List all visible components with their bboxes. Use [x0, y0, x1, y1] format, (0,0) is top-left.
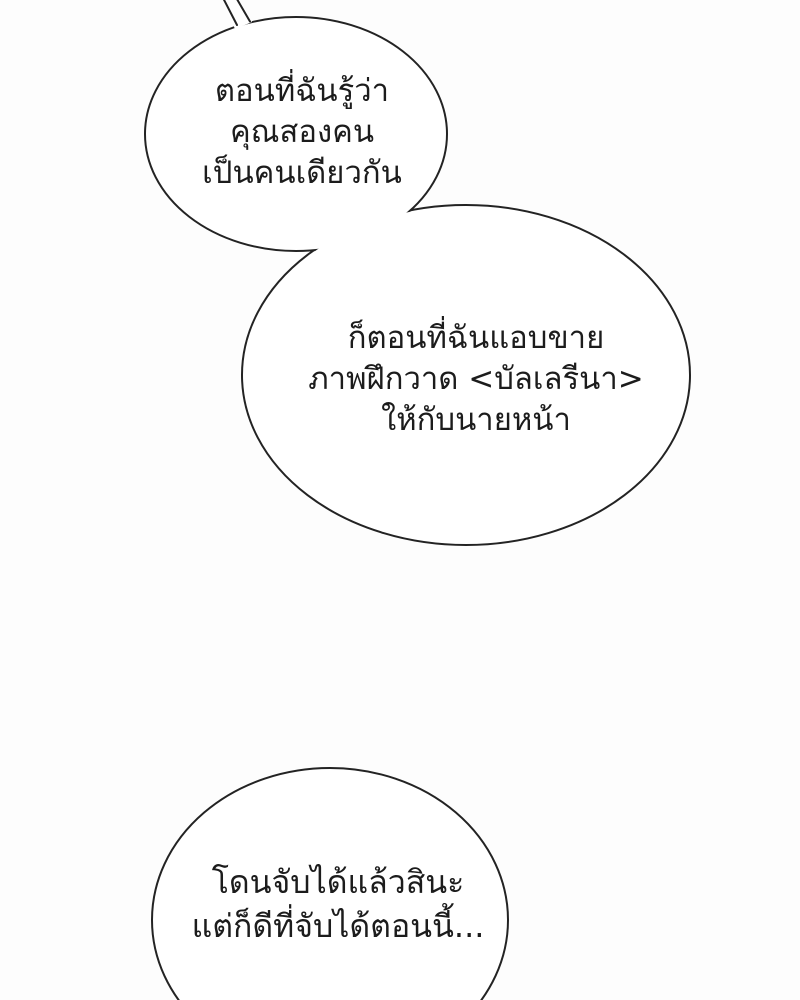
speech-line: แต่ก็ดีที่จับได้ตอนนี้...	[191, 907, 485, 945]
speech-bubble-top-text	[142, 71, 462, 194]
speech-line: ให้กับนายหน้า	[381, 402, 571, 438]
speech-line: ภาพฝึกวาด <บัลเลรีนา>	[308, 361, 644, 397]
speech-line: คุณสองคน	[229, 114, 375, 150]
speech-line: ตอนที่ฉันรู้ว่า	[214, 73, 390, 109]
speech-bubble-bottom-text	[133, 860, 543, 948]
speech-line: ก็ตอนที่ฉันแอบขาย	[347, 320, 605, 356]
speech-bubble-middle-text	[256, 318, 696, 441]
speech-line: โดนจับได้แล้วสินะ	[211, 863, 465, 901]
speech-line: เป็นคนเดียวกัน	[202, 155, 402, 191]
